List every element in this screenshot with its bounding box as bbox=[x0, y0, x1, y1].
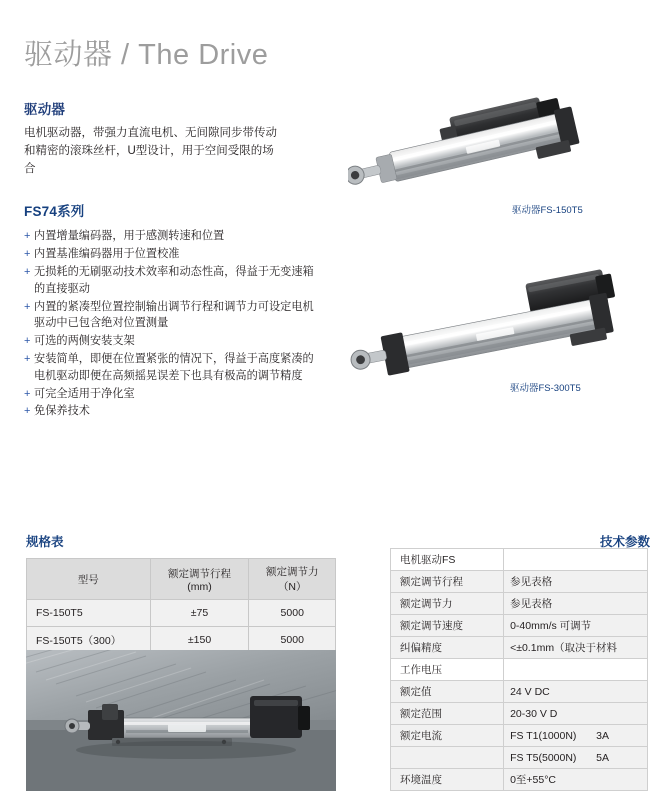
list-item bbox=[24, 403, 314, 420]
cell-label bbox=[391, 747, 504, 769]
cell-label: 额定调节速度 bbox=[391, 615, 504, 637]
page-header bbox=[0, 0, 672, 82]
cell-model: FS-150T5（300） bbox=[27, 627, 151, 654]
table-row bbox=[391, 571, 648, 593]
list-item bbox=[24, 333, 314, 350]
product-image-fs-300t5 bbox=[348, 268, 648, 394]
cell-stroke: ±75 bbox=[150, 600, 249, 627]
cell-label: 环境温度 bbox=[391, 769, 504, 791]
series-heading: FS74系列 bbox=[24, 204, 85, 220]
plus-icon: + bbox=[24, 387, 31, 400]
cell-value: 0至+55°C bbox=[504, 769, 648, 791]
list-item-label: 可选的两侧安装支架 bbox=[34, 335, 135, 348]
cell-model: FS-150T5 bbox=[27, 600, 151, 627]
table-row bbox=[391, 615, 648, 637]
intro-heading: 驱动器 bbox=[24, 102, 66, 117]
cell-value-pair bbox=[504, 747, 648, 769]
series-block bbox=[24, 200, 314, 420]
cell-label: 额定调节力 bbox=[391, 593, 504, 615]
plus-icon: + bbox=[24, 405, 31, 418]
table-row bbox=[27, 600, 336, 627]
value-pair-wrapper bbox=[510, 752, 641, 764]
table-row bbox=[391, 637, 648, 659]
page-title: 驱动器 / The Drive bbox=[24, 39, 269, 71]
table-row bbox=[391, 549, 648, 571]
cell-value: 参见表格 bbox=[504, 571, 648, 593]
cell-label: 工作电压 bbox=[391, 659, 504, 681]
table-header-row bbox=[27, 559, 336, 600]
list-item bbox=[24, 228, 314, 245]
list-item-label: 内置基准编码器用于位置校准 bbox=[34, 248, 180, 261]
tech-table-title: 技术参数 bbox=[599, 535, 650, 549]
list-item bbox=[24, 264, 314, 298]
cell-label: 额定调节行程 bbox=[391, 571, 504, 593]
product-image-fs-150t5 bbox=[348, 84, 648, 204]
cell-stroke: ±150 bbox=[150, 627, 249, 654]
plus-icon: + bbox=[24, 353, 31, 366]
cell-value: 20-30 V D bbox=[504, 703, 648, 725]
list-item-label: 无损耗的无刷驱动技术效率和动态性高，得益于无变速箱的直接驱动 bbox=[34, 266, 314, 295]
product-caption-1: 驱动器FS-150T5 bbox=[512, 205, 583, 216]
table-row bbox=[391, 593, 648, 615]
table-row bbox=[391, 725, 648, 747]
cell-force: 5000 bbox=[249, 627, 336, 654]
tech-table bbox=[390, 548, 648, 791]
cell-label: 纠偏精度 bbox=[391, 637, 504, 659]
list-item bbox=[24, 299, 314, 333]
list-item-label: 可完全适用于净化室 bbox=[34, 387, 135, 400]
cell-value: 参见表格 bbox=[504, 593, 648, 615]
spec-table-title: 规格表 bbox=[26, 535, 64, 549]
table-row bbox=[391, 659, 648, 681]
list-item-label: 安装简单，即便在位置紧张的情况下，得益于高度紧凑的电机驱动即便在高频摇晃误差下也具有极高的调节精度 bbox=[34, 353, 314, 382]
series-feature-list bbox=[24, 228, 314, 420]
plus-icon: + bbox=[24, 230, 31, 243]
table-row bbox=[391, 703, 648, 725]
cell-value: 0-40mm/s 可调节 bbox=[504, 615, 648, 637]
cell-value-secondary: 5A bbox=[596, 751, 609, 764]
plus-icon: + bbox=[24, 248, 31, 261]
product-caption-2: 驱动器FS-300T5 bbox=[510, 383, 581, 394]
list-item bbox=[24, 386, 314, 403]
col-header-model: 型号 bbox=[27, 559, 151, 600]
application-photo bbox=[26, 650, 336, 791]
col-header-stroke: 额定调节行程(mm) bbox=[150, 559, 249, 600]
list-item-label: 内置增量编码器，用于感测转速和位置 bbox=[34, 230, 225, 243]
plus-icon: + bbox=[24, 266, 31, 279]
list-item bbox=[24, 351, 314, 385]
intro-paragraph: 电机驱动器，带强力直流电机、无间隙同步带传动和精密的滚珠丝杆，U型设计，用于空间受限的场合 bbox=[24, 127, 277, 175]
cell-value: <±0.1mm（取决于材料 bbox=[504, 637, 648, 659]
cell-value bbox=[504, 659, 648, 681]
value-pair-wrapper bbox=[510, 730, 641, 742]
table-row bbox=[391, 681, 648, 703]
cell-value: 24 V DC bbox=[504, 681, 648, 703]
table-row bbox=[391, 747, 648, 769]
cell-label: 电机驱动FS bbox=[391, 549, 504, 571]
cell-value: FS T5(5000N) bbox=[510, 751, 577, 764]
plus-icon: + bbox=[24, 300, 31, 313]
cell-value-secondary: 3A bbox=[596, 729, 609, 742]
cell-force: 5000 bbox=[249, 600, 336, 627]
col-header-force: 额定调节力（N） bbox=[249, 559, 336, 600]
cell-label: 额定电流 bbox=[391, 725, 504, 747]
list-item-label: 免保养技术 bbox=[34, 405, 90, 418]
cell-label: 额定值 bbox=[391, 681, 504, 703]
plus-icon: + bbox=[24, 335, 31, 348]
cell-value-pair bbox=[504, 725, 648, 747]
cell-value bbox=[504, 549, 648, 571]
cell-value: FS T1(1000N) bbox=[510, 729, 577, 742]
table-row bbox=[391, 769, 648, 791]
cell-label: 额定范围 bbox=[391, 703, 504, 725]
left-column bbox=[24, 98, 314, 421]
list-item bbox=[24, 246, 314, 263]
list-item-label: 内置的紧凑型位置控制输出调节行程和调节力可设定电机驱动中已包含绝对位置测量 bbox=[34, 300, 314, 330]
